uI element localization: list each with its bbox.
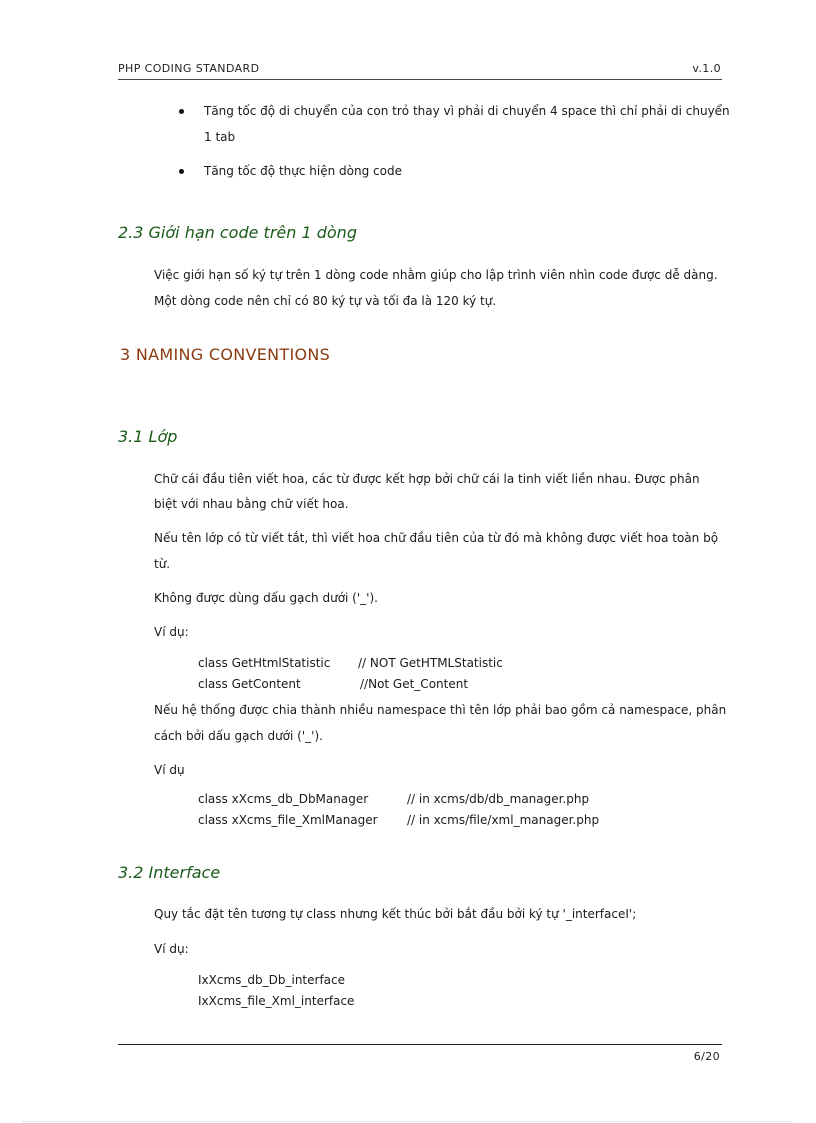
code-comment: //Not Get_Content — [360, 677, 469, 691]
section-3-1-para-1b: biệt với nhau bằng chữ viết hoa. — [154, 497, 349, 511]
code-line: IxXcms_file_Xml_interface — [198, 994, 355, 1008]
section-3-1-para-2b: từ. — [154, 557, 171, 571]
code-comment: // in xcms/file/xml_manager.php — [407, 813, 600, 827]
section-2-3-para-1: Việc giới hạn số ký tự trên 1 dòng code nhằm giúp cho lập trình viên nhìn code được dễ dàng. — [154, 268, 718, 282]
section-3-2-para-1: Quy tắc đặt tên tương tự class nhưng kết thúc bởi bắt đầu bởi ký tự '_interfaceI'; — [154, 907, 637, 921]
bullet-1-line1: Tăng tốc độ di chuyển của con trỏ thay vì phải di chuyển 4 space thì chỉ phải di chuyển — [204, 104, 730, 118]
page-number: 6/20 — [693, 1050, 720, 1063]
section-3-1-para-1a: Chữ cái đầu tiên viết hoa, các từ được kết hợp bởi chữ cái la tinh viết liền nhau. Được phân — [154, 472, 700, 486]
code-line: class xXcms_file_XmlManager — [198, 813, 378, 827]
section-3-heading: 3 NAMING CONVENTIONS — [120, 345, 331, 364]
header-title: PHP CODING STANDARD — [118, 62, 260, 75]
bullet-dot — [179, 109, 184, 114]
code-comment: // in xcms/db/db_manager.php — [407, 792, 590, 806]
code-line: class GetHtmlStatistic — [198, 656, 331, 670]
header-rule — [118, 79, 722, 80]
page-edge — [22, 1121, 794, 1122]
code-comment: // NOT GetHTMLStatistic — [358, 656, 503, 670]
section-2-3-heading: 2.3 Giới hạn code trên 1 dòng — [118, 223, 357, 242]
section-3-1-para-4a: Nếu hệ thống được chia thành nhiều namespace thì tên lớp phải bao gồm cả namespace, phân — [154, 703, 727, 717]
header-version: v.1.0 — [692, 62, 721, 75]
section-3-2-heading: 3.2 Interface — [118, 863, 221, 882]
footer-rule — [118, 1044, 722, 1045]
bullet-dot — [179, 169, 184, 174]
bullet-2: Tăng tốc độ thực hiện dòng code — [204, 164, 402, 178]
code-line: class GetContent — [198, 677, 301, 691]
section-3-1-example-label-2: Ví dụ — [154, 763, 185, 777]
section-3-1-heading: 3.1 Lớp — [118, 427, 178, 446]
code-line: class xXcms_db_DbManager — [198, 792, 369, 806]
section-2-3-para-2: Một dòng code nên chỉ có 80 ký tự và tối đa là 120 ký tự. — [154, 294, 497, 308]
code-line: IxXcms_db_Db_interface — [198, 973, 346, 987]
section-3-1-para-4b: cách bởi dấu gạch dưới ('_'). — [154, 729, 323, 743]
section-3-1-para-3: Không được dùng dấu gạch dưới ('_'). — [154, 591, 378, 605]
section-3-1-para-2a: Nếu tên lớp có từ viết tắt, thì viết hoa chữ đầu tiên của từ đó mà không được viết hoa toàn bộ — [154, 531, 719, 545]
bullet-1-line2: 1 tab — [204, 130, 236, 144]
section-3-2-example-label: Ví dụ: — [154, 942, 189, 956]
section-3-1-example-label: Ví dụ: — [154, 625, 189, 639]
